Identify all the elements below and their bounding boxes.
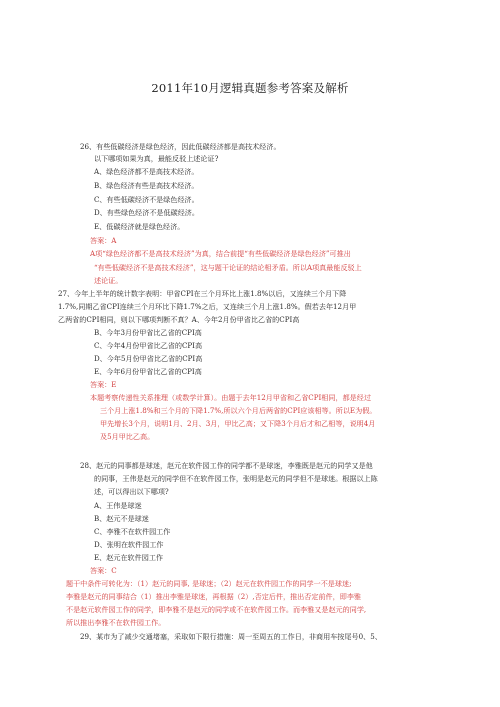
q26-stem: 26、有些低碳经济是绿色经济，因此低碳经济都是高技术经济。 xyxy=(80,142,281,151)
document-title: 2011年10月逻辑真题参考答案及解析 xyxy=(151,81,349,95)
q26-prompt: 以下哪项如果为真，最能反驳上述论证? xyxy=(94,154,219,163)
q28-analysis-line-4: 所以推出李雅不在软件园工作。 xyxy=(66,618,166,627)
q26-analysis-line-2: “有些低碳经济不是高技术经济”，这与题干论证的结论相矛盾。所以A项真最能反驳上 xyxy=(94,263,362,272)
q28-analysis-line-1: 题干中条件可转化为：（1）赵元的同事, 是球迷；（2）赵元在软件园工作的同学一不是球迷; xyxy=(66,579,352,588)
q27-stem-line-2: 1.7%,同期乙省CPI连续三个月环比下降1.7%之后，又连续三个月上涨1.8%。假若去年12月甲 xyxy=(58,302,357,311)
q26-option-a: A、绿色经济都不是高技术经济。 xyxy=(94,167,199,176)
q28-option-a: A、王伟是球迷 xyxy=(94,501,142,510)
q28-stem-line-2: 的同事，王伟是赵元的同学但不在软件园工作，张明是赵元的同学但不是球迷。根据以上陈 xyxy=(94,474,378,483)
q27-stem-line-1: 27、今年上半年的统计数字表明：甲省CPI在三个月环比上涨1.8%以后，又连续三个月下降 xyxy=(58,289,347,298)
q27-analysis-line-3: 甲先增长3个月，说明1月、2月、3月，甲比乙高；又下降3个月后才和乙相等，说明4月 xyxy=(100,419,376,428)
q27-option-d: D、今年5月份甲省比乙省的CPI高 xyxy=(94,354,203,363)
q28-option-e: E、赵元在软件园工作 xyxy=(94,553,164,562)
q28-option-c: C、李雅不在软件园工作 xyxy=(94,527,171,536)
q26-option-c: C、有些低碳经济不是绿色经济。 xyxy=(94,195,199,204)
q28-stem-line-3: 述，可以得出以下哪项? xyxy=(94,487,169,496)
q27-option-b: B、今年3月份甲省比乙省的CPI高 xyxy=(94,328,202,337)
q28-option-b: B、赵元不是球迷 xyxy=(94,514,149,523)
q27-stem-line-3: 乙两省的CPI相同，则以下哪项判断不真？A、今年2月份甲省比乙省的CPI高 xyxy=(58,315,300,324)
q26-analysis-line-1: A项“绿色经济都不是高技术经济”为真，结合前提“有些低碳经济是绿色经济”可推出 xyxy=(90,249,351,258)
q26-analysis-line-3: 述论证。 xyxy=(94,276,123,285)
q26-option-e: E、低碳经济就是绿色经济。 xyxy=(94,222,185,231)
q27-analysis-line-2: 三个月上涨1.8%和三个月的下降1.7%,所以六个月后两省的CPI应该相等。所以E为假。 xyxy=(100,406,377,415)
q27-option-e: E、今年6月份甲省比乙省的CPI高 xyxy=(94,367,202,376)
q27-analysis-line-1: 本题考察传递性关系推理（或数学计算）。由题于去年12月甲省和乙省CPI相同，都是经过 xyxy=(90,393,371,402)
q28-stem-line-1: 28、赵元的同事都是球迷，赵元在软件园工作的同学都不是球迷，李雅既是赵元的同学又是他 xyxy=(80,461,373,470)
q28-option-d: D、张明在软件园工作 xyxy=(94,540,164,549)
q27-answer: 答案：E xyxy=(90,380,117,389)
q28-analysis-line-3: 不是赵元软件园工作的同学，即李雅不是赵元的同学或不在软件园工作。而李雅又是赵元的同学, xyxy=(66,605,367,614)
q28-analysis-line-2: 李雅是赵元的同事结合（1）推出李雅是球迷，再根据（2）,否定后件，推出否定前件，即李雅 xyxy=(66,592,362,601)
q26-option-d: D、有些绿色经济不是低碳经济。 xyxy=(94,208,199,217)
q26-option-b: B、绿色经济有些是高技术经济。 xyxy=(94,181,199,190)
q28-answer: 答案：C xyxy=(90,566,117,575)
q26-answer: 答案：A xyxy=(90,236,117,245)
q29-stem: 29、某市为了减少交通堵塞，采取如下限行措施：周一至周五的工作日，非商用车按尾号0、5、 xyxy=(80,632,382,641)
q27-analysis-line-4: 及5月甲比乙高。 xyxy=(100,432,155,441)
q27-option-c: C、今年4月份甲省比乙省的CPI高 xyxy=(94,341,203,350)
